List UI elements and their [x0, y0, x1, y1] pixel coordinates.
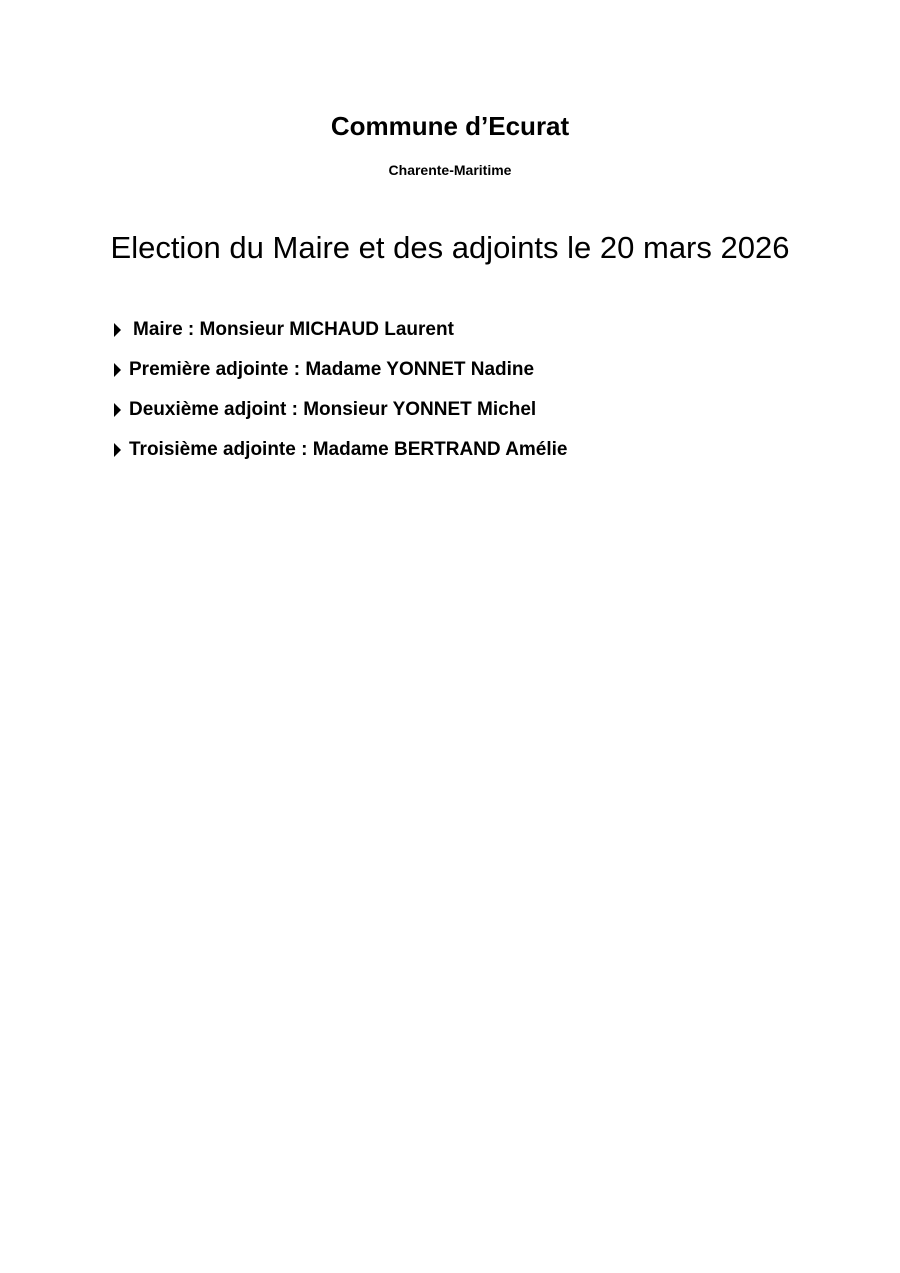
triangle-right-icon: [114, 363, 121, 377]
officials-list: [114, 316, 568, 476]
official-third-deputy: [114, 436, 568, 464]
official-text: Deuxième adjoint : Monsieur YONNET Michel: [129, 399, 537, 420]
election-heading: Election du Maire et des adjoints le 20 mars 2026: [110, 230, 790, 265]
official-first-deputy: [114, 356, 568, 384]
official-text: Maire : Monsieur MICHAUD Laurent: [133, 319, 454, 340]
triangle-right-icon: [114, 443, 121, 457]
triangle-right-icon: [114, 403, 121, 417]
official-text: Première adjointe : Madame YONNET Nadine: [129, 359, 535, 380]
triangle-right-icon: [114, 323, 121, 337]
official-second-deputy: [114, 396, 568, 424]
commune-title: Commune d’Ecurat: [330, 111, 570, 141]
official-text: Troisième adjointe : Madame BERTRAND Amélie: [129, 439, 568, 460]
department-subtitle: Charente-Maritime: [388, 162, 512, 178]
official-mayor: [114, 316, 568, 344]
